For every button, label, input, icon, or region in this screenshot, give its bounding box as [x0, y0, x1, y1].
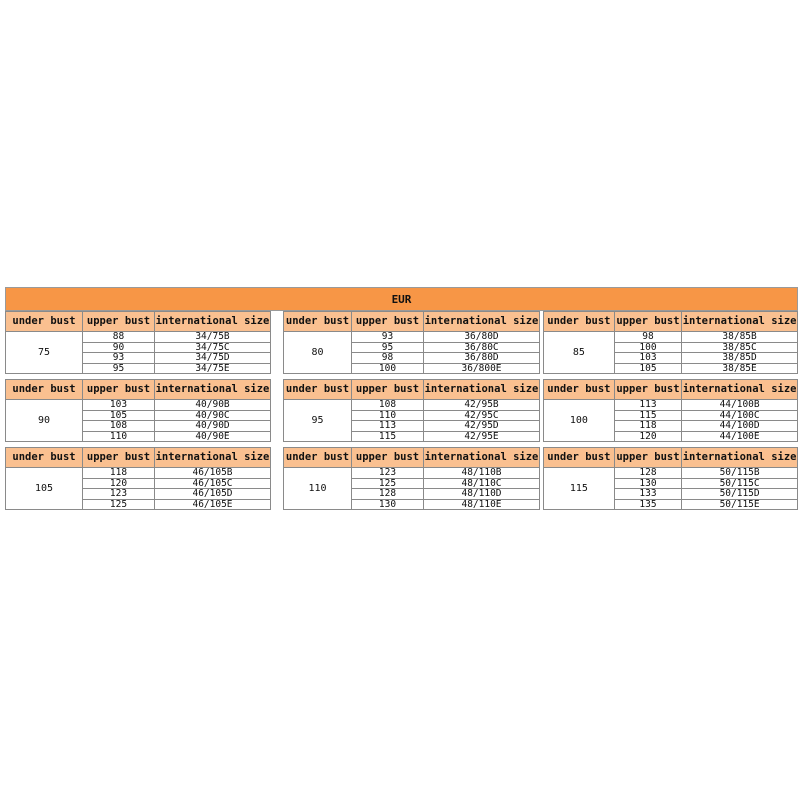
size-table: [543, 311, 798, 374]
table-row: [284, 468, 540, 479]
international-size-value: 42/95B: [424, 400, 540, 411]
upper-bust-value: 113: [614, 400, 681, 411]
table-header-row: [284, 380, 540, 400]
under-bust-value: 105: [6, 468, 83, 510]
international-size-value: 46/105E: [155, 499, 271, 510]
international-size-value: 38/85C: [682, 342, 798, 353]
under-bust-value: 85: [544, 332, 615, 374]
size-block: [283, 379, 540, 442]
size-block: [283, 447, 540, 510]
table-row: [544, 400, 798, 411]
under-bust-value: 80: [284, 332, 352, 374]
international-size-value: 40/90C: [155, 410, 271, 421]
international-size-value: 38/85B: [682, 332, 798, 343]
size-block: [543, 447, 798, 510]
international-size-value: 42/95E: [424, 431, 540, 442]
size-table: [283, 447, 540, 510]
international-size-value: 40/90B: [155, 400, 271, 411]
table-header-row: [544, 312, 798, 332]
upper-bust-value: 118: [83, 468, 155, 479]
international-size-value: 38/85D: [682, 353, 798, 364]
size-block: [543, 379, 798, 442]
size-table: [283, 379, 540, 442]
upper-bust-value: 125: [352, 478, 424, 489]
table-header-row: [6, 448, 271, 468]
upper-bust-value: 100: [614, 342, 681, 353]
header-upper-bust: upper bust: [352, 448, 424, 468]
header-upper-bust: upper bust: [83, 448, 155, 468]
international-size-value: 46/105D: [155, 489, 271, 500]
international-size-value: 46/105C: [155, 478, 271, 489]
international-size-value: 34/75C: [155, 342, 271, 353]
under-bust-value: 75: [6, 332, 83, 374]
international-size-value: 40/90D: [155, 421, 271, 432]
upper-bust-value: 130: [614, 478, 681, 489]
under-bust-value: 95: [284, 400, 352, 442]
international-size-value: 34/75E: [155, 363, 271, 374]
upper-bust-value: 98: [614, 332, 681, 343]
size-block: [5, 447, 271, 510]
header-under-bust: under bust: [6, 380, 83, 400]
international-size-value: 38/85E: [682, 363, 798, 374]
upper-bust-value: 115: [352, 431, 424, 442]
upper-bust-value: 130: [352, 499, 424, 510]
international-size-value: 46/105B: [155, 468, 271, 479]
table-header-row: [544, 380, 798, 400]
upper-bust-value: 108: [83, 421, 155, 432]
upper-bust-value: 123: [83, 489, 155, 500]
international-size-value: 44/100C: [682, 410, 798, 421]
table-row: [6, 332, 271, 343]
table-header-row: [6, 380, 271, 400]
header-international-size: international size: [155, 312, 271, 332]
upper-bust-value: 108: [352, 400, 424, 411]
international-size-value: 48/110D: [424, 489, 540, 500]
size-block: [5, 311, 271, 374]
header-international-size: international size: [424, 448, 540, 468]
header-under-bust: under bust: [544, 312, 615, 332]
header-upper-bust: upper bust: [83, 380, 155, 400]
size-table: [543, 447, 798, 510]
under-bust-value: 115: [544, 468, 615, 510]
header-international-size: international size: [682, 312, 798, 332]
upper-bust-value: 98: [352, 353, 424, 364]
header-international-size: international size: [682, 448, 798, 468]
header-under-bust: under bust: [284, 448, 352, 468]
header-under-bust: under bust: [284, 380, 352, 400]
size-table: [5, 447, 271, 510]
header-under-bust: under bust: [544, 448, 615, 468]
upper-bust-value: 125: [83, 499, 155, 510]
upper-bust-value: 103: [614, 353, 681, 364]
header-under-bust: under bust: [6, 448, 83, 468]
table-header-row: [284, 312, 540, 332]
upper-bust-value: 135: [614, 499, 681, 510]
upper-bust-value: 120: [83, 478, 155, 489]
international-size-value: 34/75B: [155, 332, 271, 343]
upper-bust-value: 120: [614, 431, 681, 442]
size-table: [5, 379, 271, 442]
table-row: [284, 400, 540, 411]
size-block: [5, 379, 271, 442]
upper-bust-value: 90: [83, 342, 155, 353]
header-under-bust: under bust: [6, 312, 83, 332]
header-upper-bust: upper bust: [614, 380, 681, 400]
header-upper-bust: upper bust: [83, 312, 155, 332]
international-size-value: 50/115C: [682, 478, 798, 489]
international-size-value: 36/800E: [424, 363, 540, 374]
under-bust-value: 110: [284, 468, 352, 510]
size-table: [543, 379, 798, 442]
international-size-value: 50/115B: [682, 468, 798, 479]
upper-bust-value: 93: [352, 332, 424, 343]
international-size-value: 48/110C: [424, 478, 540, 489]
header-under-bust: under bust: [544, 380, 615, 400]
upper-bust-value: 103: [83, 400, 155, 411]
upper-bust-value: 110: [83, 431, 155, 442]
header-upper-bust: upper bust: [614, 448, 681, 468]
upper-bust-value: 113: [352, 421, 424, 432]
international-size-value: 34/75D: [155, 353, 271, 364]
upper-bust-value: 100: [352, 363, 424, 374]
sheet-title: EUR: [5, 287, 798, 311]
upper-bust-value: 110: [352, 410, 424, 421]
upper-bust-value: 118: [614, 421, 681, 432]
international-size-value: 48/110B: [424, 468, 540, 479]
upper-bust-value: 93: [83, 353, 155, 364]
upper-bust-value: 88: [83, 332, 155, 343]
header-upper-bust: upper bust: [352, 380, 424, 400]
table-header-row: [284, 448, 540, 468]
header-international-size: international size: [424, 380, 540, 400]
international-size-value: 44/100E: [682, 431, 798, 442]
table-header-row: [544, 448, 798, 468]
header-international-size: international size: [155, 380, 271, 400]
upper-bust-value: 95: [352, 342, 424, 353]
table-row: [544, 332, 798, 343]
under-bust-value: 100: [544, 400, 615, 442]
international-size-value: 36/80D: [424, 353, 540, 364]
upper-bust-value: 105: [614, 363, 681, 374]
size-table: [283, 311, 540, 374]
upper-bust-value: 128: [352, 489, 424, 500]
table-row: [544, 468, 798, 479]
international-size-value: 42/95C: [424, 410, 540, 421]
upper-bust-value: 133: [614, 489, 681, 500]
size-chart-sheet: [5, 287, 798, 517]
table-row: [284, 332, 540, 343]
table-header-row: [6, 312, 271, 332]
table-row: [6, 468, 271, 479]
header-international-size: international size: [424, 312, 540, 332]
size-table: [5, 311, 271, 374]
international-size-value: 40/90E: [155, 431, 271, 442]
under-bust-value: 90: [6, 400, 83, 442]
international-size-value: 48/110E: [424, 499, 540, 510]
upper-bust-value: 95: [83, 363, 155, 374]
international-size-value: 36/80D: [424, 332, 540, 343]
header-under-bust: under bust: [284, 312, 352, 332]
upper-bust-value: 115: [614, 410, 681, 421]
header-upper-bust: upper bust: [352, 312, 424, 332]
upper-bust-value: 128: [614, 468, 681, 479]
international-size-value: 44/100D: [682, 421, 798, 432]
international-size-value: 44/100B: [682, 400, 798, 411]
size-block: [543, 311, 798, 374]
size-block: [283, 311, 540, 374]
international-size-value: 42/95D: [424, 421, 540, 432]
header-international-size: international size: [682, 380, 798, 400]
international-size-value: 50/115E: [682, 499, 798, 510]
header-upper-bust: upper bust: [614, 312, 681, 332]
upper-bust-value: 105: [83, 410, 155, 421]
header-international-size: international size: [155, 448, 271, 468]
international-size-value: 36/80C: [424, 342, 540, 353]
table-row: [6, 400, 271, 411]
upper-bust-value: 123: [352, 468, 424, 479]
international-size-value: 50/115D: [682, 489, 798, 500]
